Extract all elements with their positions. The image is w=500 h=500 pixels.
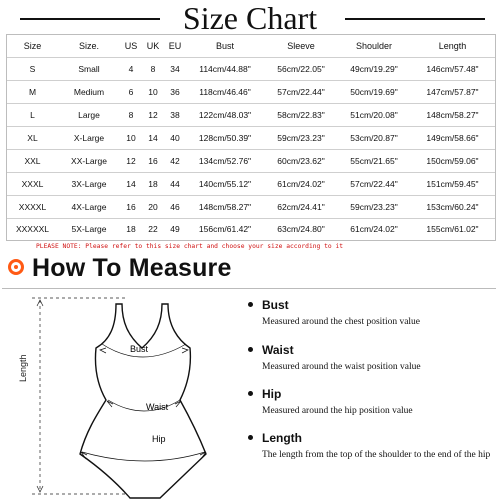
table-cell: 12: [142, 103, 164, 126]
header-cell: Size: [7, 35, 58, 58]
table-cell: X-Large: [58, 126, 120, 149]
title-bar: [0, 0, 500, 34]
how-to-measure-header: [8, 255, 308, 285]
table-row: [7, 126, 495, 149]
measure-item-name: Waist: [262, 343, 294, 357]
table-cell: 40: [164, 126, 186, 149]
table-cell: 14: [142, 126, 164, 149]
header-cell: UK: [142, 35, 164, 58]
table-cell: XL: [7, 126, 58, 149]
table-row: [7, 103, 495, 126]
measure-item-text: Measured around the chest position value: [262, 317, 421, 327]
table-row: [7, 218, 495, 240]
table-cell: Medium: [58, 80, 120, 103]
table-cell: 49: [170, 224, 180, 235]
diagram-length-label: Length: [18, 354, 28, 382]
how-to-measure-title: How To Measure: [32, 254, 232, 282]
table-cell: 4X-Large: [58, 195, 120, 218]
bodysuit-outline: [80, 304, 206, 498]
bodysuit-diagram: [10, 292, 240, 500]
table-cell: 58cm/22.83": [264, 103, 338, 126]
diagram-bust-label: Bust: [130, 344, 149, 354]
table-header-row: [7, 35, 495, 58]
table-cell: 148cm/58.27": [186, 195, 264, 218]
measure-item-text: Measured around the hip position value: [262, 406, 413, 416]
table-cell: 3X-Large: [58, 172, 120, 195]
size-table-container: [6, 34, 496, 241]
table-cell: 5X-Large: [71, 224, 107, 235]
table-cell: 146cm/57.48": [410, 58, 495, 81]
table-row: [7, 149, 495, 172]
table-cell: 56cm/22.05": [264, 58, 338, 81]
table-cell: 22: [148, 224, 158, 235]
table-cell: 118cm/46.46": [186, 80, 264, 103]
size-note: PLEASE NOTE: Please refer to this size chart and choose your size according to it: [36, 243, 344, 250]
table-cell: 147cm/57.87": [410, 80, 495, 103]
table-cell: 155cm/61.02": [426, 224, 479, 235]
measure-item-text: The length from the top of the shoulder to the end of the hip: [262, 450, 491, 460]
table-cell: 122cm/48.03": [186, 103, 264, 126]
table-body: [7, 58, 495, 241]
table-cell: 59cm/23.23": [264, 126, 338, 149]
table-cell: 42: [164, 149, 186, 172]
table-cell: 8: [120, 103, 142, 126]
table-cell: XX-Large: [58, 149, 120, 172]
table-cell: XXXXL: [7, 195, 58, 218]
table-cell: 4: [120, 58, 142, 81]
table-cell: 20: [142, 195, 164, 218]
table-cell: 140cm/55.12": [186, 172, 264, 195]
table-cell: 156cm/61.42": [198, 224, 252, 235]
table-cell: M: [7, 80, 58, 103]
measure-item-name: Bust: [262, 298, 289, 312]
table-cell: S: [7, 58, 58, 81]
table-cell: 18: [126, 224, 136, 235]
table-cell: XXXXXL: [15, 224, 50, 235]
header-cell: Bust: [186, 35, 264, 58]
table-cell: 148cm/58.27": [410, 103, 495, 126]
table-cell: 38: [164, 103, 186, 126]
bullet-icon: [248, 347, 253, 352]
title-rule-right: [345, 18, 485, 20]
table-cell: 57cm/22.44": [264, 80, 338, 103]
table-cell: 61cm/24.02": [264, 172, 338, 195]
measure-item-name: Length: [262, 431, 302, 445]
table-cell: 57cm/22.44": [338, 172, 410, 195]
table-cell: 50cm/19.69": [338, 80, 410, 103]
table-cell: 12: [120, 149, 142, 172]
diagram-waist-label: Waist: [146, 402, 169, 412]
bullet-icon: [248, 391, 253, 396]
table-cell: 10: [120, 126, 142, 149]
orange-circle-icon: [8, 259, 24, 275]
header-cell: Shoulder: [338, 35, 410, 58]
measure-item-name: Hip: [262, 387, 282, 401]
table-cell: 10: [142, 80, 164, 103]
header-cell: Length: [410, 35, 495, 58]
table-cell: 59cm/23.23": [338, 195, 410, 218]
table-cell: 134cm/52.76": [186, 149, 264, 172]
header-cell: Sleeve: [264, 35, 338, 58]
table-cell: 150cm/59.06": [410, 149, 495, 172]
bullet-icon: [248, 435, 253, 440]
header-cell: EU: [164, 35, 186, 58]
diagram-hip-label: Hip: [152, 434, 166, 444]
table-cell: 14: [120, 172, 142, 195]
table-row: [7, 58, 495, 81]
section-divider: [2, 288, 496, 289]
table-cell: 128cm/50.39": [186, 126, 264, 149]
table-cell: 16: [142, 149, 164, 172]
table-row: [7, 195, 495, 218]
size-table: [7, 35, 495, 240]
table-cell: Small: [58, 58, 120, 81]
table-cell: XXXL: [7, 172, 58, 195]
table-cell: 61cm/24.02": [350, 224, 398, 235]
table-cell: 46: [164, 195, 186, 218]
bullet-icon: [248, 302, 253, 307]
table-cell: 114cm/44.88": [186, 58, 264, 81]
table-cell: 55cm/21.65": [338, 149, 410, 172]
table-cell: 149cm/58.66": [410, 126, 495, 149]
table-cell: 34: [164, 58, 186, 81]
header-cell: Size.: [58, 35, 120, 58]
table-cell: Large: [58, 103, 120, 126]
table-cell: L: [7, 103, 58, 126]
table-row: [7, 172, 495, 195]
table-cell: 8: [142, 58, 164, 81]
table-cell: 53cm/20.87": [338, 126, 410, 149]
table-cell: 62cm/24.41": [264, 195, 338, 218]
table-cell: 18: [142, 172, 164, 195]
table-cell: 151cm/59.45": [410, 172, 495, 195]
page-title: Size Chart: [182, 0, 318, 36]
table-cell: 153cm/60.24": [410, 195, 495, 218]
table-cell: 44: [164, 172, 186, 195]
table-cell: 36: [164, 80, 186, 103]
measure-item-text: Measured around the waist position value: [262, 362, 421, 372]
table-cell: 51cm/20.08": [338, 103, 410, 126]
table-row: [7, 80, 495, 103]
table-cell: XXL: [7, 149, 58, 172]
header-cell: US: [120, 35, 142, 58]
table-cell: 16: [120, 195, 142, 218]
table-cell: 63cm/24.80": [277, 224, 325, 235]
table-cell: 49cm/19.29": [338, 58, 410, 81]
table-cell: 60cm/23.62": [264, 149, 338, 172]
table-cell: 6: [120, 80, 142, 103]
